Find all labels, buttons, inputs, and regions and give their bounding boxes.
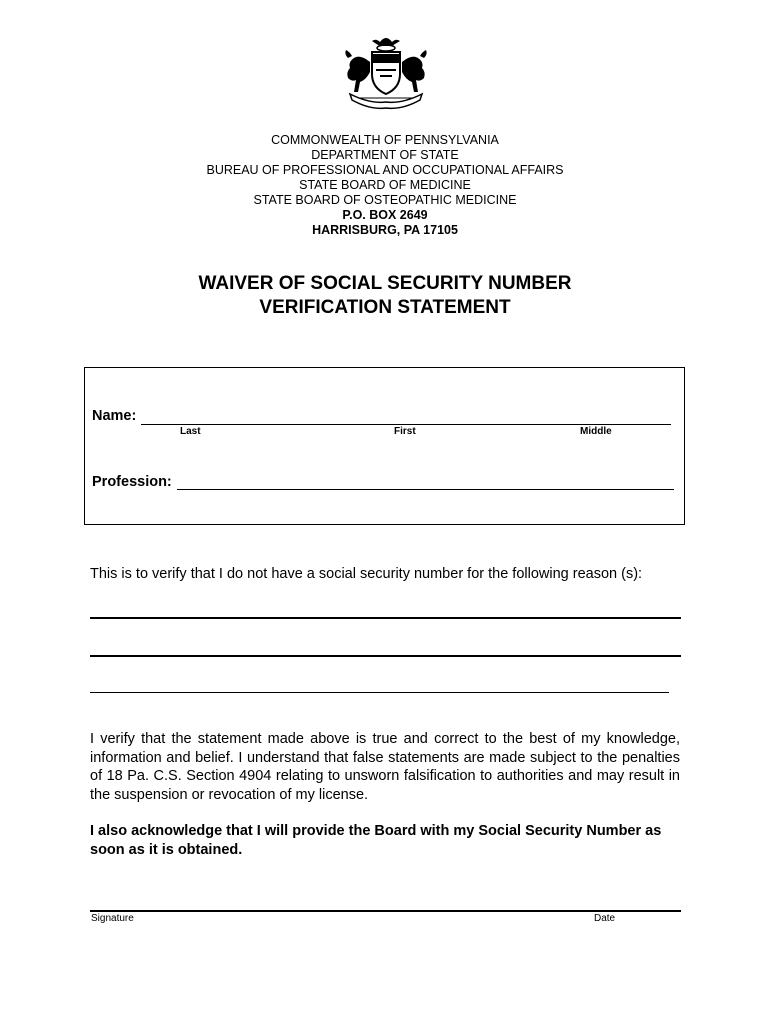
header-line: STATE BOARD OF OSTEOPATHIC MEDICINE bbox=[253, 193, 517, 207]
pennsylvania-seal-icon bbox=[340, 32, 432, 110]
agency-header bbox=[0, 133, 770, 238]
last-name-label: Last bbox=[180, 426, 201, 437]
header-line: DEPARTMENT OF STATE bbox=[311, 148, 459, 162]
title-line-1: WAIVER OF SOCIAL SECURITY NUMBER bbox=[198, 273, 572, 294]
reason-line-3[interactable] bbox=[90, 692, 669, 693]
verification-paragraph: I verify that the statement made above is true and correct to the best of my knowledge, information and belief. I understand that false statements are made subject to the penalties of 18 Pa. C.S. Section 4904 relating to unsworn falsification to authorities and may result in the suspension or revocation of my license. bbox=[90, 731, 680, 803]
reason-statement: This is to verify that I do not have a social security number for the following reason (s): bbox=[90, 566, 643, 582]
signature-label: Signature bbox=[91, 913, 134, 924]
title-line-2: VERIFICATION STATEMENT bbox=[259, 297, 511, 318]
date-label: Date bbox=[594, 913, 616, 924]
header-line: COMMONWEALTH OF PENNSYLVANIA bbox=[271, 133, 499, 147]
reason-line-1[interactable] bbox=[90, 617, 681, 619]
header-line: BUREAU OF PROFESSIONAL AND OCCUPATIONAL AFFAIRS bbox=[206, 163, 564, 177]
first-name-label: First bbox=[394, 426, 416, 437]
applicant-info-box bbox=[84, 367, 685, 525]
header-po-box: P.O. BOX 2649 bbox=[342, 208, 428, 222]
reason-line-2[interactable] bbox=[90, 655, 681, 657]
name-label: Name: bbox=[92, 408, 137, 424]
profession-label: Profession: bbox=[92, 474, 172, 490]
acknowledgement-statement: I also acknowledge that I will provide the Board with my Social Security Number as soon as it is obtained. bbox=[90, 823, 662, 858]
signature-field[interactable] bbox=[90, 910, 681, 912]
form-title bbox=[0, 272, 770, 320]
header-line: STATE BOARD OF MEDICINE bbox=[299, 178, 471, 192]
header-city: HARRISBURG, PA 17105 bbox=[312, 223, 458, 237]
profession-field[interactable] bbox=[177, 489, 674, 490]
middle-name-label: Middle bbox=[580, 426, 612, 437]
name-field[interactable] bbox=[141, 424, 671, 425]
